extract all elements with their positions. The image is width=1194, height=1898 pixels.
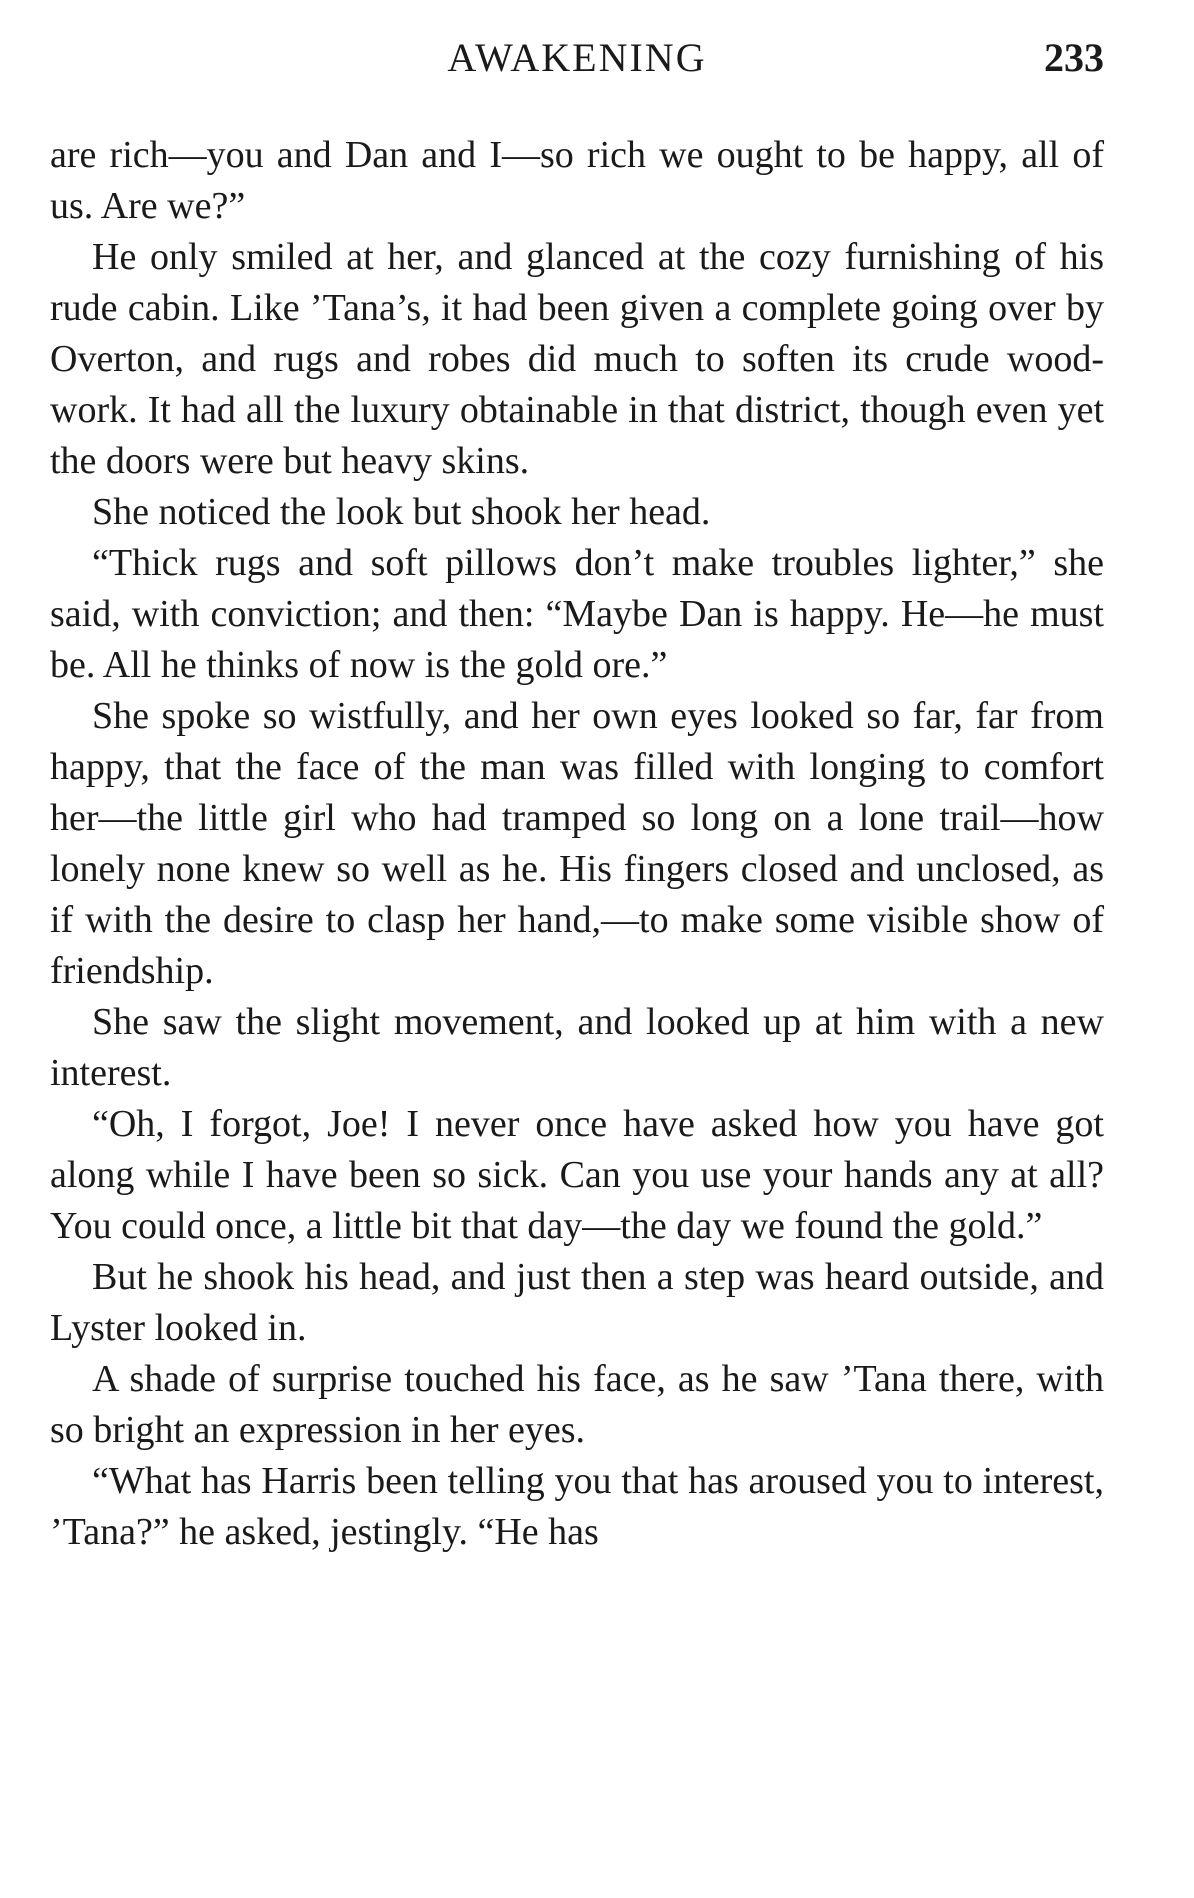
paragraph: She noticed the look but shook her head. xyxy=(92,491,711,533)
paragraph: “What has Harris been telling you that has aroused you to interest, ’Tana?” he asked, jestingly. “He has xyxy=(50,1460,1104,1553)
paragraph: He only smiled at her, and glanced at the cozy furnishing of his rude cabin. Like ’Tana’s, it had been given a complete going over by Overton, and rugs and robes did much to soften its crude wood-work. It had all the luxury obtainable in that district, though even yet the doors were but heavy skins. xyxy=(50,236,1104,482)
paragraph: “Thick rugs and soft pillows don’t make troubles lighter,” she said, with conviction; and then: “Maybe Dan is happy. He—he must be. All he thinks of now is the gold ore.” xyxy=(50,542,1104,686)
paragraph: A shade of surprise touched his face, as he saw ’Tana there, with so bright an expression in her eyes. xyxy=(50,1358,1104,1451)
paragraph: “Oh, I forgot, Joe! I never once have asked how you have got along while I have been so sick. Can you use your hands any at all? You could once, a little bit that day—the day we found the gold.” xyxy=(50,1103,1104,1247)
paragraph: But he shook his head, and just then a step was heard outside, and Lyster looked in. xyxy=(50,1256,1104,1349)
page-header xyxy=(50,34,1104,94)
page-number: 233 xyxy=(1044,35,1104,80)
paragraph: She saw the slight movement, and looked up at him with a new interest. xyxy=(50,1001,1104,1094)
paragraph: are rich—you and Dan and I—so rich we ought to be happy, all of us. Are we?” xyxy=(50,134,1104,227)
paragraph: She spoke so wistfully, and her own eyes looked so far, far from happy, that the face of the man was filled with longing to comfort her—the little girl who had tramped so long on a lone trail—how lonely none knew so well as he. His fingers closed and unclosed, as if with the desire to clasp her hand,—to make some visible show of friendship. xyxy=(50,695,1104,992)
running-title: AWAKENING xyxy=(447,35,707,80)
body-text xyxy=(50,130,1104,1558)
